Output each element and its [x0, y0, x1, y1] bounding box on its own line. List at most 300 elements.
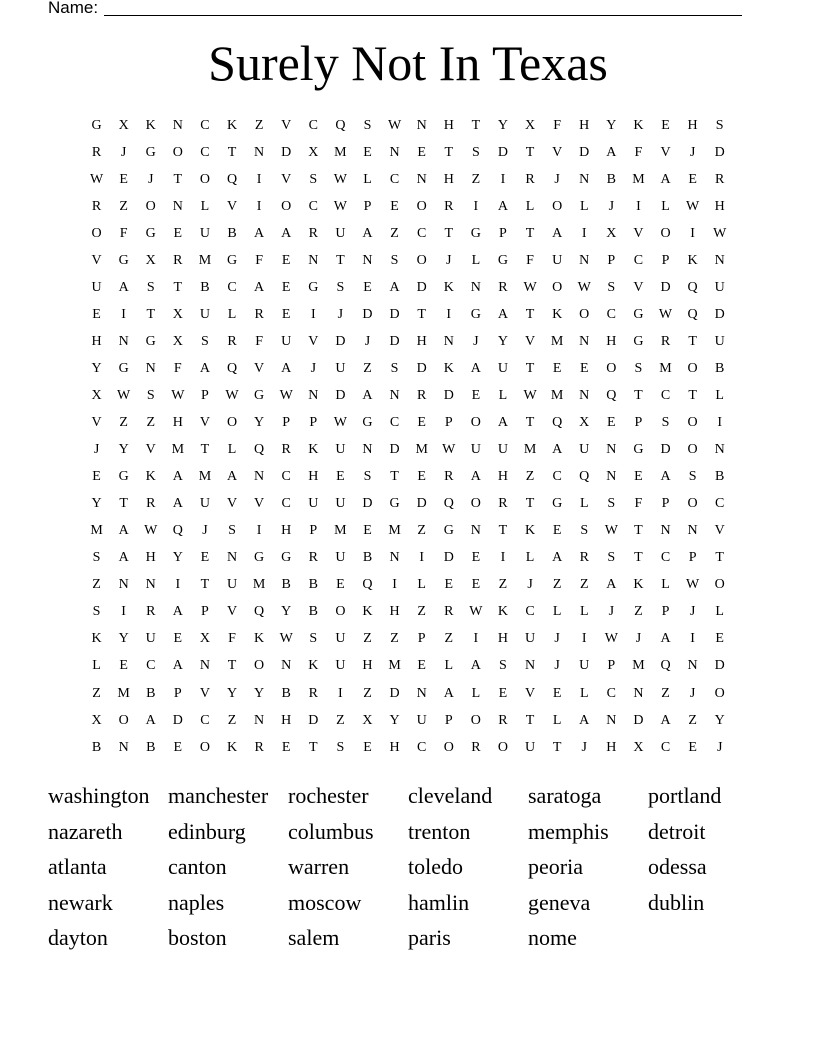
grid-letter: N	[145, 360, 156, 376]
grid-letter: E	[417, 144, 426, 160]
grid-letter: V	[91, 415, 102, 431]
grid-letter: W	[523, 279, 537, 295]
grid-letter: S	[390, 360, 399, 376]
grid-letter: P	[201, 387, 209, 403]
grid-letter: T	[634, 550, 643, 566]
grid-letter: G	[389, 496, 400, 512]
grid-letter: U	[579, 442, 590, 458]
grid-letter: R	[660, 333, 671, 349]
grid-letter: W	[279, 387, 293, 403]
grid-letter: O	[416, 252, 427, 268]
grid-letter: A	[362, 225, 373, 241]
grid-letter: T	[525, 144, 535, 160]
grid-letter: I	[717, 415, 723, 431]
grid-letter: K	[497, 604, 509, 620]
grid-letter: K	[633, 117, 644, 133]
grid-letter: Q	[226, 171, 238, 187]
grid-letter: O	[281, 198, 292, 214]
grid-letter: A	[552, 550, 563, 566]
grid-letter: P	[309, 523, 318, 539]
grid-letter: F	[119, 225, 128, 241]
grid-letter: S	[580, 523, 589, 539]
word-list-item: nazareth	[48, 818, 123, 844]
grid-letter: Z	[661, 685, 670, 701]
grid-letter: K	[254, 631, 265, 647]
grid-letter: G	[552, 496, 563, 512]
grid-letter: M	[90, 523, 103, 539]
grid-letter: Z	[390, 225, 399, 241]
grid-letter: R	[146, 496, 156, 512]
grid-letter: N	[579, 252, 590, 268]
grid-letter: B	[200, 279, 210, 295]
word-list-item: rochester	[288, 783, 369, 808]
grid-letter: X	[199, 631, 210, 647]
grid-letter: H	[308, 469, 319, 485]
grid-letter: K	[308, 658, 319, 674]
grid-letter: R	[444, 604, 454, 620]
grid-letter: G	[470, 225, 481, 241]
word-list-item: nome	[528, 925, 577, 951]
grid-letter: O	[199, 171, 210, 187]
grid-letter: D	[281, 144, 292, 160]
grid-letter: D	[416, 360, 427, 376]
grid-letter: H	[497, 631, 509, 647]
grid-letter: Z	[227, 712, 237, 728]
grid-letter: N	[362, 442, 373, 458]
grid-letter: Y	[497, 333, 509, 349]
grid-letter: V	[633, 279, 644, 295]
grid-letter: S	[336, 279, 345, 295]
grid-letter: R	[227, 333, 237, 349]
grid-letter: N	[389, 144, 400, 160]
grid-letter: H	[281, 523, 292, 539]
grid-letter: S	[607, 496, 616, 512]
grid-letter: G	[254, 550, 265, 566]
grid-letter: L	[92, 658, 101, 674]
grid-letter: Y	[91, 496, 102, 512]
grid-letter: K	[145, 117, 156, 133]
grid-letter: F	[228, 631, 236, 647]
grid-letter: B	[308, 577, 318, 593]
grid-letter: R	[579, 550, 589, 566]
grid-letter: Q	[687, 306, 698, 322]
grid-letter: T	[390, 469, 399, 485]
grid-letter: O	[687, 496, 698, 512]
grid-letter: U	[335, 225, 346, 241]
grid-letter: L	[661, 198, 670, 214]
word-list-item: canton	[168, 854, 227, 880]
grid-letter: T	[227, 658, 237, 674]
grid-letter: Y	[118, 631, 129, 647]
grid-letter: G	[118, 469, 129, 485]
grid-letter: W	[333, 415, 347, 431]
grid-letter: T	[525, 415, 535, 431]
grid-letter: A	[497, 415, 509, 431]
grid-letter: E	[200, 550, 210, 566]
grid-letter: P	[499, 225, 507, 241]
grid-letter: L	[363, 171, 372, 187]
grid-letter: R	[444, 198, 454, 214]
grid-letter: A	[362, 387, 373, 403]
grid-letter: E	[92, 306, 101, 322]
grid-letter: A	[118, 523, 129, 539]
grid-letter: J	[608, 604, 615, 620]
grid-letter: H	[443, 171, 454, 187]
grid-letter: N	[172, 198, 183, 214]
grid-letter: Z	[525, 469, 535, 485]
grid-letter: Y	[281, 604, 292, 620]
grid-letter: G	[633, 306, 644, 322]
grid-letter: M	[550, 387, 564, 403]
grid-letter: N	[579, 387, 590, 403]
grid-letter: O	[606, 360, 617, 376]
grid-letter: M	[388, 523, 401, 539]
grid-letter: D	[497, 144, 509, 160]
grid-letter: S	[634, 360, 643, 376]
grid-letter: Y	[172, 550, 183, 566]
grid-letter: L	[579, 496, 589, 512]
grid-letter: M	[117, 685, 130, 701]
grid-letter: N	[281, 658, 292, 674]
word-list	[48, 778, 768, 956]
grid-letter: N	[416, 685, 427, 701]
grid-letter: J	[446, 252, 452, 268]
grid-letter: T	[525, 496, 535, 512]
grid-letter: X	[91, 387, 102, 403]
grid-letter: D	[335, 387, 346, 403]
grid-letter: Y	[118, 442, 129, 458]
grid-letter: H	[579, 117, 590, 133]
grid-letter: F	[255, 252, 263, 268]
grid-letter: C	[660, 739, 671, 755]
grid-letter: T	[688, 387, 697, 403]
grid-letter: D	[389, 685, 400, 701]
grid-letter: P	[661, 496, 670, 512]
grid-letter: N	[389, 550, 400, 566]
grid-letter: T	[525, 712, 535, 728]
grid-letter: K	[91, 631, 102, 647]
grid-letter: I	[581, 225, 587, 241]
grid-letter: Z	[254, 117, 264, 133]
grid-letter: E	[634, 469, 643, 485]
page-title: Surely Not In Texas	[208, 35, 608, 91]
grid-letter: V	[281, 171, 292, 187]
word-list-item: memphis	[528, 818, 609, 844]
grid-letter: W	[604, 523, 618, 539]
grid-letter: X	[579, 415, 590, 431]
grid-letter: L	[579, 604, 589, 620]
grid-letter: A	[660, 712, 671, 728]
grid-letter: P	[363, 198, 372, 214]
grid-letter: V	[91, 252, 102, 268]
grid-letter: Z	[579, 577, 589, 593]
grid-letter: Z	[119, 415, 128, 431]
grid-letter: W	[577, 279, 591, 295]
grid-letter: T	[471, 117, 481, 133]
grid-letter: J	[581, 739, 587, 755]
grid-letter: C	[308, 198, 318, 214]
grid-letter: K	[552, 306, 563, 322]
grid-letter: T	[227, 144, 237, 160]
grid-letter: D	[416, 279, 427, 295]
grid-letter: O	[254, 658, 265, 674]
grid-letter: F	[255, 333, 263, 349]
grid-letter: C	[308, 117, 318, 133]
grid-letter: E	[471, 550, 481, 566]
grid-letter: R	[498, 712, 508, 728]
grid-letter: I	[310, 306, 316, 322]
grid-letter: W	[144, 523, 158, 539]
grid-letter: G	[497, 252, 509, 268]
grid-letter: Z	[444, 631, 454, 647]
grid-letter: N	[308, 252, 319, 268]
grid-letter: T	[444, 144, 454, 160]
grid-letter: B	[606, 171, 616, 187]
grid-letter: L	[579, 685, 589, 701]
grid-letter: O	[714, 577, 725, 593]
word-list-item: odessa	[648, 854, 707, 880]
grid-letter: N	[199, 658, 210, 674]
grid-letter: O	[199, 739, 210, 755]
grid-letter: C	[200, 712, 210, 728]
grid-letter: N	[118, 739, 129, 755]
grid-letter: D	[660, 279, 671, 295]
grid-letter: A	[118, 550, 129, 566]
grid-letter: D	[416, 496, 427, 512]
grid-letter: A	[470, 658, 481, 674]
grid-letter: M	[252, 577, 266, 593]
grid-letter: W	[333, 171, 347, 187]
word-list-item: atlanta	[48, 854, 107, 880]
grid-letter: N	[118, 577, 129, 593]
grid-letter: Q	[606, 387, 617, 403]
grid-letter: U	[199, 496, 210, 512]
grid-letter: S	[607, 550, 616, 566]
grid-letter: M	[659, 360, 672, 376]
grid-letter: Z	[417, 523, 426, 539]
grid-letter: J	[148, 171, 154, 187]
grid-letter: O	[714, 685, 725, 701]
grid-letter: U	[714, 279, 725, 295]
grid-letter: L	[200, 198, 210, 214]
grid-letter: I	[446, 306, 452, 322]
grid-letter: H	[416, 333, 427, 349]
grid-letter: W	[523, 387, 537, 403]
grid-letter: V	[199, 415, 210, 431]
grid-letter: V	[308, 333, 319, 349]
grid-letter: B	[91, 739, 102, 755]
grid-letter: O	[497, 739, 509, 755]
grid-letter: C	[660, 550, 671, 566]
grid-letter: U	[199, 306, 210, 322]
grid-letter: C	[633, 252, 644, 268]
grid-letter: R	[444, 469, 454, 485]
grid-letter: J	[554, 171, 560, 187]
grid-letter: V	[524, 333, 536, 349]
grid-letter: R	[498, 279, 508, 295]
grid-letter: O	[470, 496, 481, 512]
grid-letter: D	[633, 712, 644, 728]
grid-letter: Q	[362, 577, 373, 593]
grid-letter: D	[389, 333, 400, 349]
grid-letter: L	[227, 306, 237, 322]
grid-letter: H	[606, 739, 617, 755]
grid-letter: E	[363, 739, 372, 755]
grid-letter: A	[118, 279, 129, 295]
word-list-item: newark	[48, 889, 113, 915]
grid-letter: B	[362, 550, 373, 566]
grid-letter: G	[145, 144, 156, 160]
grid-letter: D	[389, 306, 400, 322]
grid-letter: J	[608, 198, 615, 214]
grid-letter: S	[688, 469, 697, 485]
grid-letter: T	[525, 306, 535, 322]
grid-letter: T	[688, 333, 697, 349]
grid-letter: U	[308, 496, 319, 512]
word-list-item: toledo	[408, 854, 463, 880]
grid-letter: M	[415, 442, 428, 458]
grid-letter: K	[443, 360, 454, 376]
grid-letter: H	[714, 198, 725, 214]
grid-letter: Y	[497, 117, 509, 133]
grid-letter: J	[202, 523, 208, 539]
grid-letter: T	[525, 225, 535, 241]
grid-letter: J	[527, 577, 533, 593]
grid-letter: L	[471, 685, 481, 701]
grid-letter: G	[118, 252, 129, 268]
grid-letter: N	[416, 171, 427, 187]
grid-letter: C	[389, 415, 400, 431]
grid-letter: R	[91, 198, 102, 214]
grid-letter: Y	[254, 685, 265, 701]
grid-letter: E	[471, 577, 481, 593]
grid-letter: E	[390, 198, 399, 214]
grid-letter: A	[226, 469, 238, 485]
word-list-item: saratoga	[528, 783, 602, 808]
grid-letter: X	[606, 225, 617, 241]
grid-letter: S	[92, 604, 101, 620]
grid-letter: F	[553, 117, 562, 133]
grid-letter: W	[469, 604, 483, 620]
name-field-label	[48, 0, 98, 18]
grid-letter: I	[690, 225, 695, 241]
grid-letter: I	[636, 198, 641, 214]
grid-letter: E	[173, 631, 183, 647]
grid-letter: T	[200, 442, 210, 458]
grid-letter: O	[470, 712, 481, 728]
grid-letter: T	[146, 306, 156, 322]
grid-letter: Z	[146, 415, 156, 431]
grid-letter: U	[226, 577, 238, 593]
grid-letter: J	[554, 631, 560, 647]
grid-letter: R	[281, 442, 291, 458]
grid-letter: Z	[336, 712, 345, 728]
grid-letter: O	[470, 415, 481, 431]
grid-letter: Z	[92, 685, 101, 701]
grid-letter: X	[362, 712, 373, 728]
grid-letter: G	[226, 252, 238, 268]
grid-letter: U	[470, 442, 481, 458]
grid-letter: V	[145, 442, 156, 458]
grid-letter: D	[335, 333, 346, 349]
grid-letter: X	[172, 333, 183, 349]
grid-letter: N	[443, 333, 454, 349]
grid-letter: A	[281, 225, 292, 241]
grid-letter: O	[443, 739, 454, 755]
grid-letter: A	[470, 469, 481, 485]
grid-letter: W	[387, 117, 402, 133]
grid-letter: M	[334, 144, 347, 160]
grid-letter: N	[579, 171, 590, 187]
grid-letter: Y	[226, 685, 238, 701]
grid-letter: G	[633, 442, 644, 458]
grid-letter: E	[336, 469, 345, 485]
grid-letter: Z	[363, 631, 372, 647]
grid-letter: H	[389, 739, 400, 755]
grid-letter: R	[715, 171, 725, 187]
grid-letter: B	[308, 604, 318, 620]
grid-letter: T	[200, 577, 210, 593]
grid-letter: N	[362, 252, 373, 268]
grid-letter: G	[145, 333, 156, 349]
grid-letter: E	[173, 739, 183, 755]
grid-letter: S	[146, 279, 155, 295]
grid-letter: A	[172, 604, 183, 620]
grid-letter: Y	[91, 360, 102, 376]
word-list-item: naples	[168, 889, 225, 915]
grid-letter: Z	[390, 631, 399, 647]
grid-letter: I	[473, 198, 479, 214]
grid-letter: E	[552, 685, 562, 701]
grid-letter: X	[91, 712, 102, 728]
grid-letter: U	[524, 631, 536, 647]
grid-letter: D	[362, 306, 373, 322]
grid-letter: P	[607, 658, 616, 674]
word-list-item: moscow	[288, 889, 362, 915]
grid-letter: Q	[660, 658, 671, 674]
grid-letter: U	[524, 739, 536, 755]
grid-letter: N	[606, 442, 617, 458]
grid-letter: L	[417, 577, 426, 593]
grid-letter: G	[443, 523, 454, 539]
name-label: Name:	[48, 0, 99, 17]
grid-letter: D	[714, 306, 725, 322]
grid-letter: E	[688, 171, 697, 187]
grid-letter: O	[552, 279, 563, 295]
grid-letter: T	[173, 171, 183, 187]
grid-letter: S	[92, 550, 101, 566]
grid-letter: T	[444, 225, 454, 241]
grid-letter: D	[362, 496, 373, 512]
grid-letter: L	[715, 604, 724, 620]
grid-letter: B	[281, 577, 291, 593]
word-list-item: peoria	[528, 854, 583, 880]
grid-letter: E	[552, 523, 562, 539]
grid-letter: L	[552, 712, 562, 728]
grid-letter: U	[145, 631, 156, 647]
grid-letter: T	[634, 387, 643, 403]
grid-letter: Z	[92, 577, 101, 593]
grid-letter: N	[254, 712, 265, 728]
grid-letter: M	[334, 523, 347, 539]
grid-letter: W	[333, 198, 347, 214]
grid-letter: A	[281, 360, 292, 376]
grid-letter: E	[119, 171, 128, 187]
grid-letter: V	[524, 685, 536, 701]
grid-letter: A	[552, 225, 563, 241]
grid-letter: A	[606, 144, 617, 160]
grid-letter: I	[121, 306, 126, 322]
